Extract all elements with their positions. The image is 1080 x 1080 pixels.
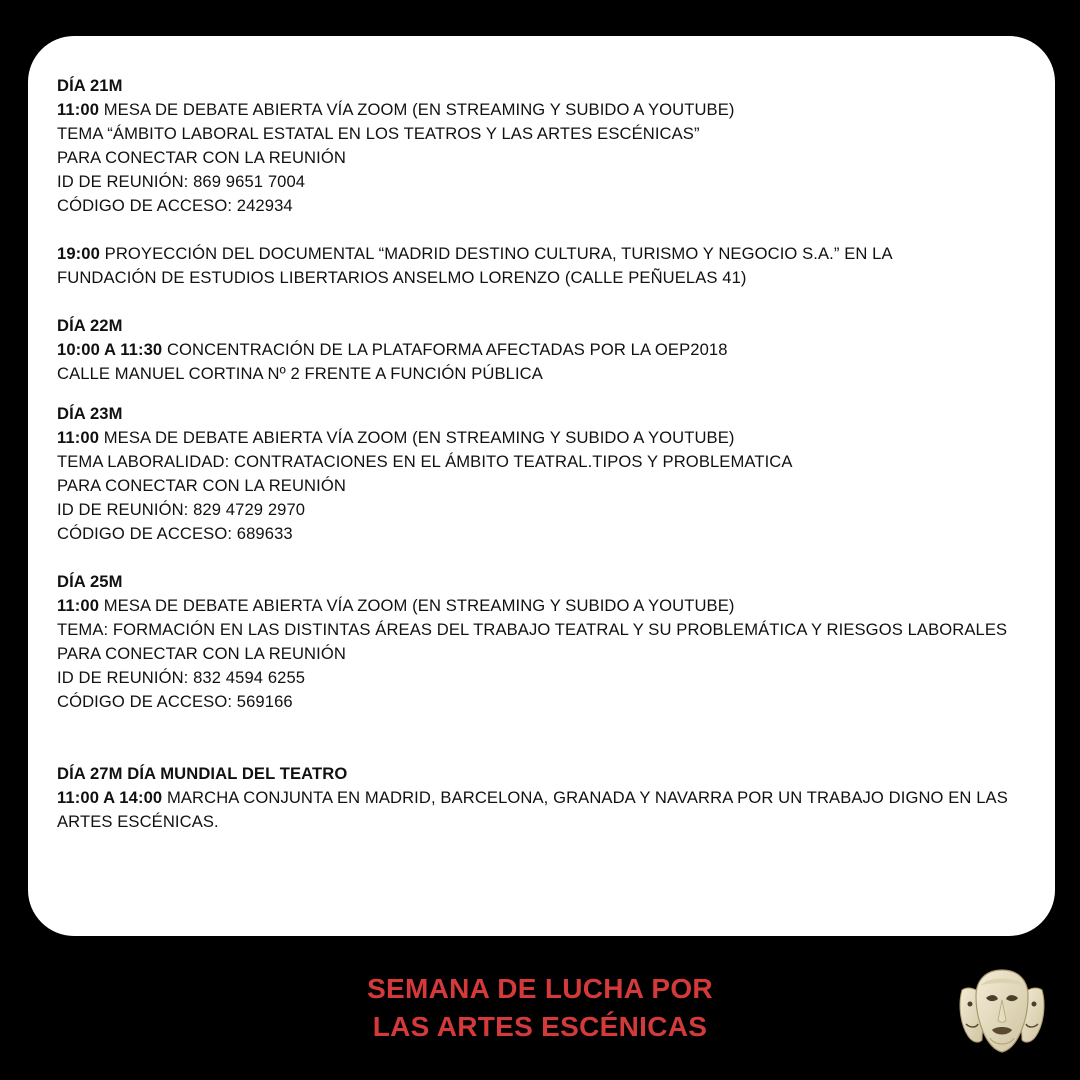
footer-title-line-2: LAS ARTES ESCÉNICAS xyxy=(372,1011,708,1042)
day-23-section xyxy=(57,402,1047,546)
event-time: 11:00 xyxy=(57,100,100,119)
day-22-section xyxy=(57,314,1047,386)
day-27-section xyxy=(57,762,1047,834)
event-topic: TEMA “ÁMBITO LABORAL ESTATAL EN LOS TEATROS Y LAS ARTES ESCÉNICAS” xyxy=(57,124,700,143)
day-heading: DÍA 21M xyxy=(57,76,123,95)
event-text: PROYECCIÓN DEL DOCUMENTAL “MADRID DESTINO CULTURA, TURISMO Y NEGOCIO S.A.” EN LA xyxy=(99,244,893,263)
event-text: MARCHA CONJUNTA EN MADRID, BARCELONA, GRANADA Y NAVARRA POR UN TRABAJO DIGNO EN LAS ARTES ESCÉNICAS. xyxy=(57,788,1008,831)
event-text: MESA DE DEBATE ABIERTA VÍA ZOOM (EN STREAMING Y SUBIDO A YOUTUBE) xyxy=(99,596,735,615)
access-code: CÓDIGO DE ACCESO: 569166 xyxy=(57,692,293,711)
event-text: MESA DE DEBATE ABIERTA VÍA ZOOM (EN STREAMING Y SUBIDO A YOUTUBE) xyxy=(99,100,735,119)
meeting-id: ID DE REUNIÓN: 832 4594 6255 xyxy=(57,668,306,687)
connect-label: PARA CONECTAR CON LA REUNIÓN xyxy=(57,148,346,167)
event-time: 11:00 xyxy=(57,428,100,447)
footer-title-line-1: SEMANA DE LUCHA POR xyxy=(367,973,713,1004)
event-topic: TEMA LABORALIDAD: CONTRATACIONES EN EL ÁMBITO TEATRAL.TIPOS Y PROBLEMATICA xyxy=(57,452,793,471)
meeting-id: ID DE REUNIÓN: 829 4729 2970 xyxy=(57,500,306,519)
event-line xyxy=(57,594,1047,618)
event-line xyxy=(57,98,1047,122)
access-code: CÓDIGO DE ACCESO: 689633 xyxy=(57,524,293,543)
theatre-mask-icon xyxy=(956,962,1048,1058)
event-time: 19:00 xyxy=(57,244,100,263)
day-25-section xyxy=(57,570,1047,714)
event-line xyxy=(57,242,1047,266)
day-heading: DÍA 27M DÍA MUNDIAL DEL TEATRO xyxy=(57,764,348,783)
event-text-continued: FUNDACIÓN DE ESTUDIOS LIBERTARIOS ANSELMO LORENZO (CALLE PEÑUELAS 41) xyxy=(57,268,747,287)
day-heading: DÍA 25M xyxy=(57,572,123,591)
event-line xyxy=(57,338,1047,362)
event-time: 11:00 A 14:00 xyxy=(57,788,163,807)
event-line xyxy=(57,786,1047,834)
meeting-id: ID DE REUNIÓN: 869 9651 7004 xyxy=(57,172,306,191)
day-21-section xyxy=(57,74,1047,290)
event-text: MESA DE DEBATE ABIERTA VÍA ZOOM (EN STREAMING Y SUBIDO A YOUTUBE) xyxy=(99,428,735,447)
access-code: CÓDIGO DE ACCESO: 242934 xyxy=(57,196,293,215)
schedule-content xyxy=(57,74,1047,834)
event-time: 10:00 A 11:30 xyxy=(57,340,163,359)
event-line xyxy=(57,426,1047,450)
day-heading: DÍA 23M xyxy=(57,404,123,423)
connect-label: PARA CONECTAR CON LA REUNIÓN xyxy=(57,476,346,495)
connect-label: PARA CONECTAR CON LA REUNIÓN xyxy=(57,644,346,663)
footer-title xyxy=(300,970,780,1046)
event-topic: TEMA: FORMACIÓN EN LAS DISTINTAS ÁREAS DEL TRABAJO TEATRAL Y SU PROBLEMÁTICA Y RIESGOS LABORALES xyxy=(57,620,1008,639)
event-location: CALLE MANUEL CORTINA Nº 2 FRENTE A FUNCIÓN PÚBLICA xyxy=(57,364,543,383)
event-text: CONCENTRACIÓN DE LA PLATAFORMA AFECTADAS POR LA OEP2018 xyxy=(162,340,728,359)
event-time: 11:00 xyxy=(57,596,100,615)
day-heading: DÍA 22M xyxy=(57,316,123,335)
